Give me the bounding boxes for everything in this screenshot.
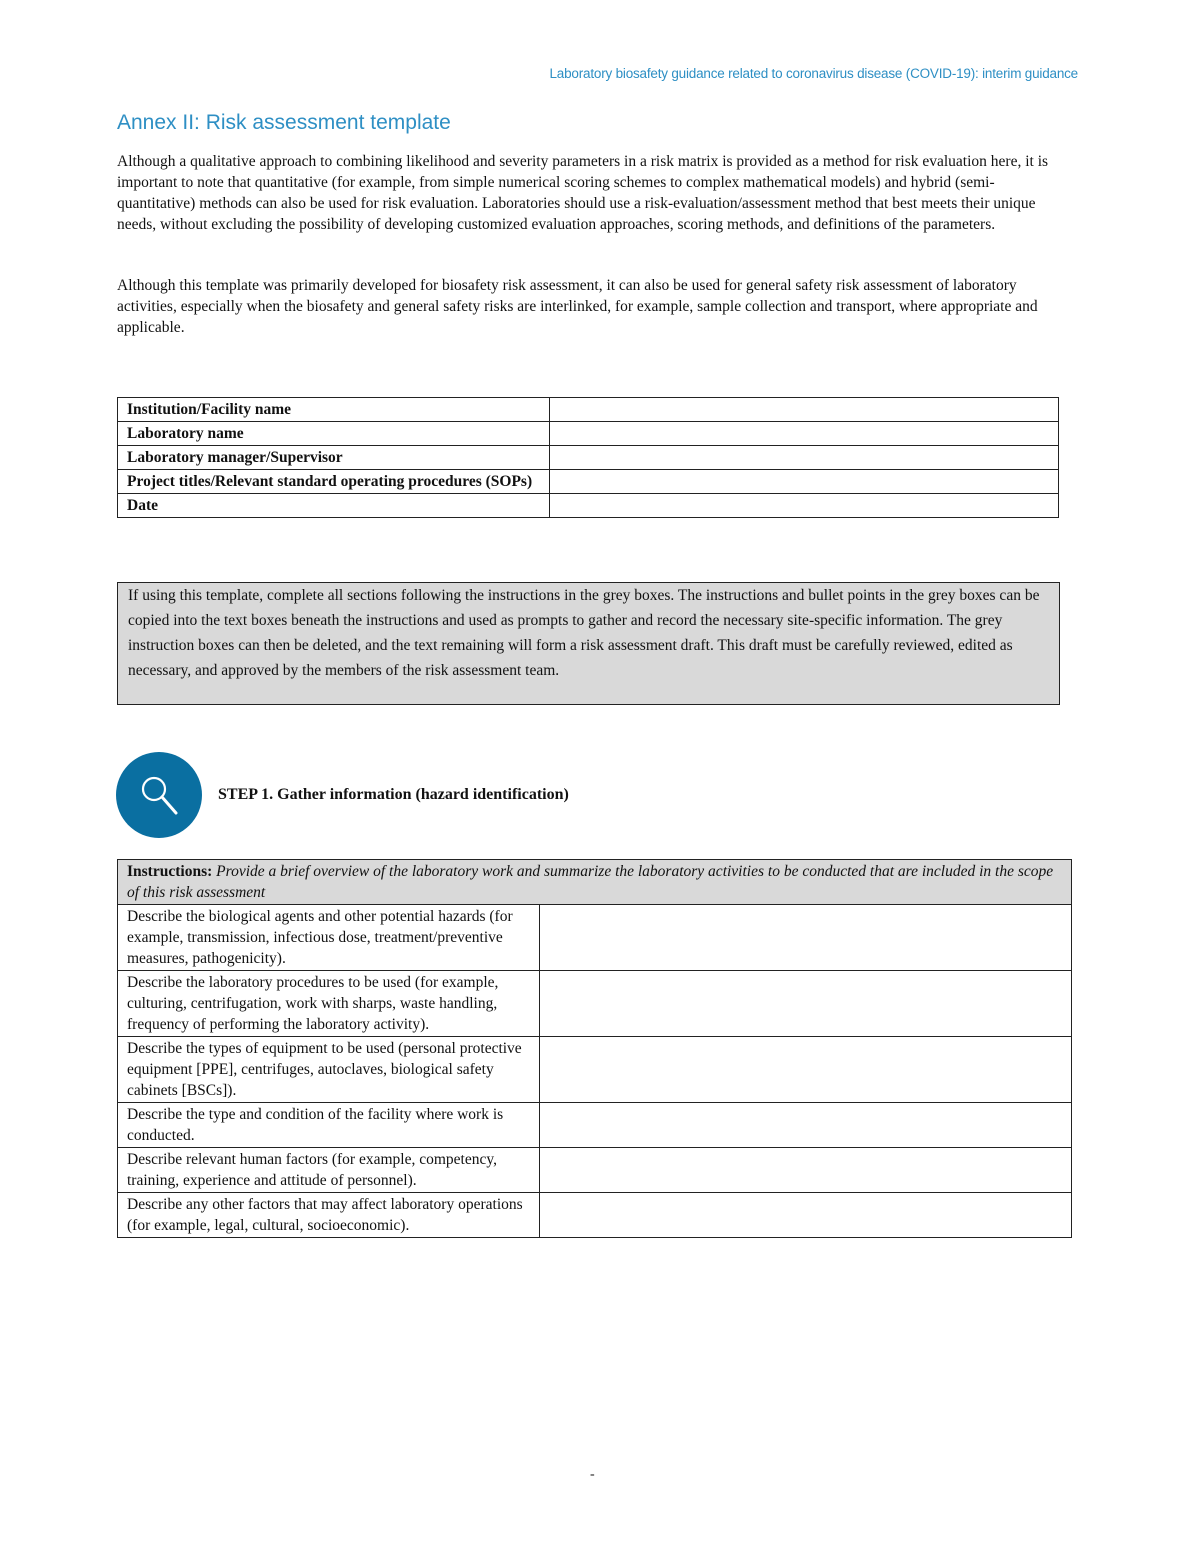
annex-title: Annex II: Risk assessment template bbox=[117, 111, 451, 134]
step-1-title: STEP 1. Gather information (hazard identification) bbox=[218, 786, 569, 803]
table-row bbox=[118, 1148, 1072, 1193]
prompt-cell: Describe any other factors that may affect laboratory operations (for example, legal, cultural, socioeconomic). bbox=[118, 1193, 540, 1238]
table-row bbox=[118, 1037, 1072, 1103]
instructions-cell bbox=[118, 860, 1072, 905]
field-label: Laboratory manager/Supervisor bbox=[118, 446, 550, 470]
answer-cell[interactable] bbox=[540, 1193, 1072, 1238]
project-titles-field[interactable] bbox=[550, 470, 1059, 494]
prompt-cell: Describe the biological agents and other potential hazards (for example, transmission, infectious dose, treatment/preventive measures, pathogenicity). bbox=[118, 905, 540, 971]
field-label: Institution/Facility name bbox=[118, 398, 550, 422]
prompt-cell: Describe the type and condition of the facility where work is conducted. bbox=[118, 1103, 540, 1148]
table-row bbox=[118, 1103, 1072, 1148]
intro-paragraph-2: Although this template was primarily developed for biosafety risk assessment, it can also be used for general safety risk assessment of laboratory activities, especially when the biosafety and general safety risks are interlinked, for example, sample collection and transport, where appropriate and applicable. bbox=[117, 277, 1038, 336]
template-instructions-box: If using this template, complete all sections following the instructions in the grey boxes. The instructions and bullet points in the grey boxes can be copied into the text boxes beneath the instructions and used as prompts to gather and record the necessary site-specific information. The grey instruction boxes can then be deleted, and the text remaining will form a risk assessment draft. This draft must be carefully reviewed, edited as necessary, and approved by the members of the risk assessment team. bbox=[117, 582, 1060, 705]
table-row bbox=[118, 1193, 1072, 1238]
answer-cell[interactable] bbox=[540, 1103, 1072, 1148]
answer-cell[interactable] bbox=[540, 971, 1072, 1037]
instructions-row bbox=[118, 860, 1072, 905]
date-field[interactable] bbox=[550, 494, 1059, 518]
field-label: Project titles/Relevant standard operating procedures (SOPs) bbox=[118, 470, 550, 494]
table-row bbox=[118, 446, 1059, 470]
intro-paragraph-1: Although a qualitative approach to combining likelihood and severity parameters in a risk matrix is provided as a method for risk evaluation here, it is important to note that quantitative (for example, from simple numerical scoring schemes to complex mathematical models) and hybrid (semi-quantitative) methods can also be used for risk evaluation. Laboratories should use a risk-evaluation/assessment method that best meets their unique needs, without excluding the possibility of developing customized evaluation approaches, scoring methods, and definitions of the parameters. bbox=[117, 153, 1049, 233]
answer-cell[interactable] bbox=[540, 1037, 1072, 1103]
facility-name-field[interactable] bbox=[550, 398, 1059, 422]
prompt-cell: Describe relevant human factors (for example, competency, training, experience and attitude of personnel). bbox=[118, 1148, 540, 1193]
table-row bbox=[118, 971, 1072, 1037]
table-row bbox=[118, 398, 1059, 422]
magnifier-icon bbox=[116, 752, 202, 838]
instructions-text: Provide a brief overview of the laboratory work and summarize the laboratory activities to be conducted that are included in the scope of this risk assessment bbox=[127, 863, 1054, 901]
page-number: - bbox=[590, 1467, 595, 1482]
prompt-cell: Describe the laboratory procedures to be used (for example, culturing, centrifugation, work with sharps, waste handling, frequency of performing the laboratory activity). bbox=[118, 971, 540, 1037]
facility-info-table bbox=[117, 397, 1059, 518]
running-header: Laboratory biosafety guidance related to coronavirus disease (COVID-19): interim guidance bbox=[549, 66, 1078, 81]
step-1-table bbox=[117, 859, 1072, 1238]
laboratory-name-field[interactable] bbox=[550, 422, 1059, 446]
manager-field[interactable] bbox=[550, 446, 1059, 470]
field-label: Date bbox=[118, 494, 550, 518]
table-row bbox=[118, 422, 1059, 446]
instructions-label: Instructions: bbox=[127, 863, 213, 880]
table-row bbox=[118, 470, 1059, 494]
field-label: Laboratory name bbox=[118, 422, 550, 446]
table-row bbox=[118, 494, 1059, 518]
answer-cell[interactable] bbox=[540, 905, 1072, 971]
table-row bbox=[118, 905, 1072, 971]
prompt-cell: Describe the types of equipment to be used (personal protective equipment [PPE], centrifuges, autoclaves, biological safety cabinets [BSCs]). bbox=[118, 1037, 540, 1103]
answer-cell[interactable] bbox=[540, 1148, 1072, 1193]
